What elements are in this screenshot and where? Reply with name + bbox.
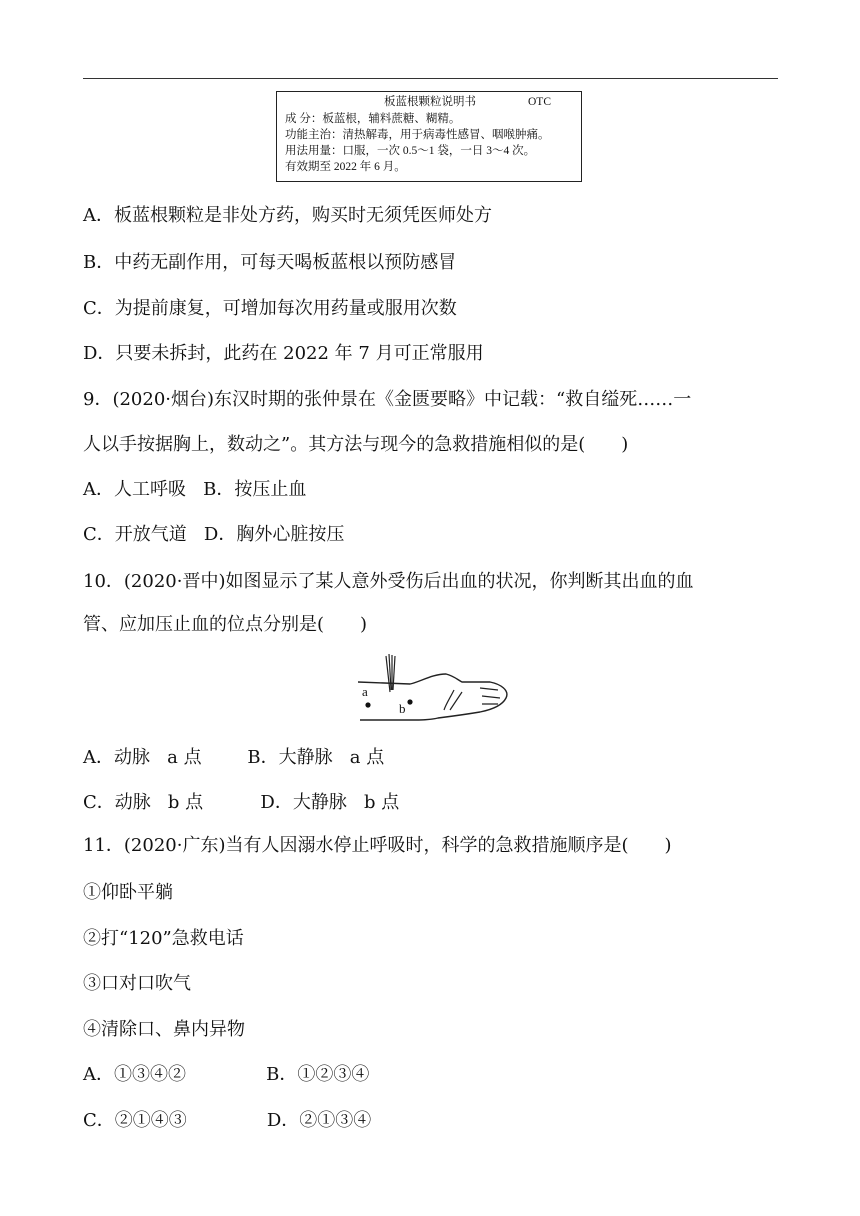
- q8-option-c: C．为提前康复，可增加每次用药量或服用次数: [83, 298, 457, 319]
- label-row-expiry: 有效期至 2022 年 6 月。: [285, 161, 406, 173]
- label-row-function: 功能主治：清热解毒，用于病毒性感冒、咽喉肿痛。: [285, 129, 550, 141]
- q8-option-a: A．板蓝根颗粒是非处方药，购买时无须凭医师处方: [83, 205, 492, 226]
- q8-option-b: B．中药无副作用，可每天喝板蓝根以预防感冒: [83, 252, 457, 273]
- q11-options-ab: A．①③④② B．①②③④: [83, 1064, 370, 1085]
- q11-step-1: ①仰卧平躺: [83, 882, 173, 903]
- label-row-ingredients: 成 分：板蓝根，辅料蔗糖、糊精。: [285, 113, 461, 125]
- q10-stem-line2: 管、应加压止血的位点分别是( ): [83, 614, 368, 635]
- q9-stem-line2: 人以手按据胸上，数动之”。其方法与现今的急救措施相似的是( ): [83, 434, 629, 455]
- q10-options-cd: C．动脉 b 点 D．大静脉 b 点: [83, 792, 400, 813]
- q10-stem-line1: 10．(2020·晋中)如图显示了某人意外受伤后出血的状况，你判断其出血的血: [83, 571, 694, 592]
- fig-label-b: b: [399, 701, 406, 716]
- q9-stem-line1: 9．(2020·烟台)东汉时期的张仲景在《金匮要略》中记载：“救自缢死……一: [83, 389, 692, 410]
- q11-stem: 11．(2020·广东)当有人因溺水停止呼吸时，科学的急救措施顺序是( ): [83, 835, 672, 856]
- q11-options-cd: C．②①④③ D．②①③④: [83, 1110, 372, 1131]
- q9-options-cd: C．开放气道 D．胸外心脏按压: [83, 524, 345, 545]
- otc-mark: OTC: [528, 96, 551, 108]
- q11-step-2: ②打“120”急救电话: [83, 928, 244, 949]
- medicine-label-box: [276, 91, 582, 182]
- q9-options-ab: A．人工呼吸 B．按压止血: [83, 479, 307, 500]
- q10-options-ab: A．动脉 a 点 B．大静脉 a 点: [83, 747, 385, 768]
- wrist-bleeding-figure: [350, 652, 510, 724]
- header-rule: [83, 78, 778, 79]
- q11-step-3: ③口对口吹气: [83, 973, 191, 994]
- fig-label-a: a: [362, 684, 368, 699]
- q8-option-d: D．只要未拆封，此药在 2022 年 7 月可正常服用: [83, 343, 484, 364]
- label-title-row: [285, 94, 575, 111]
- label-row-dosage: 用法用量：口服，一次 0.5～1 袋，一日 3～4 次。: [285, 145, 536, 157]
- label-title: 板蓝根颗粒说明书: [384, 96, 476, 108]
- q11-step-4: ④清除口、鼻内异物: [83, 1019, 245, 1040]
